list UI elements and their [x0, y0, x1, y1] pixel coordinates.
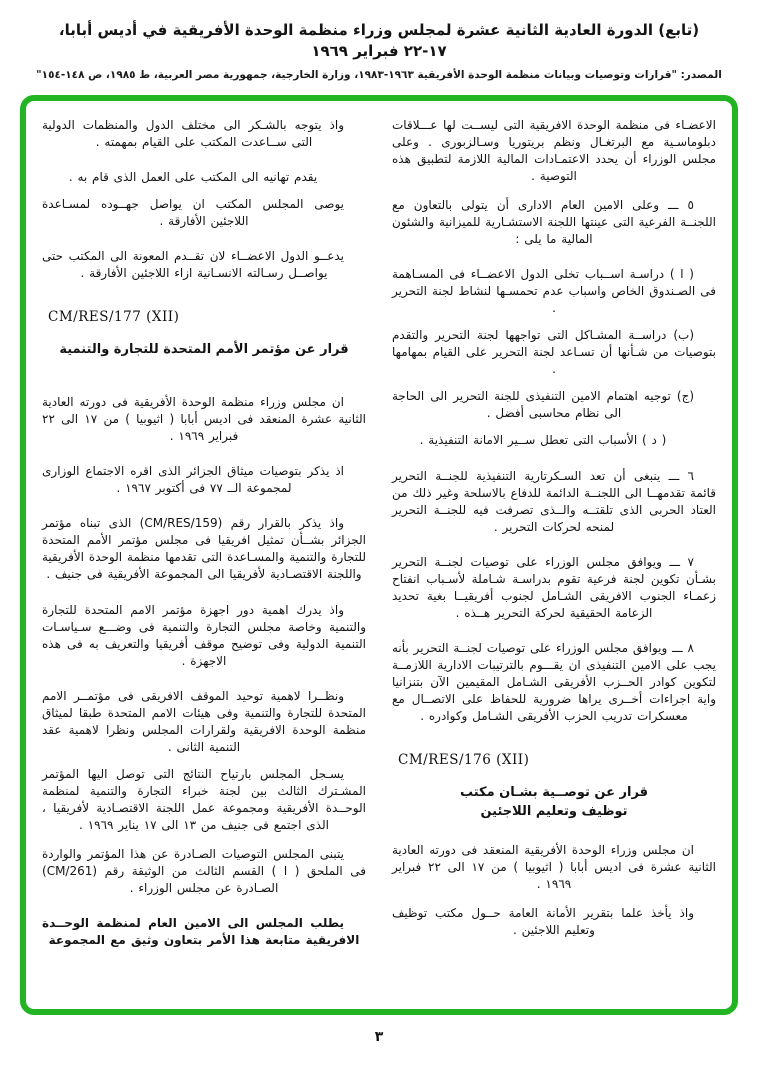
resolution-title-177: قرار عن مؤتمر الأمم المتحدة للتجارة والتنمية [59, 342, 349, 358]
sub-item-c-paragraph: (ج) توجيه اهتمام الامين التنفيذى للجنة التحرير الى الحاجة الى نظام محاسبى أفضل . [392, 389, 694, 421]
column-right [392, 117, 716, 999]
adopts-paragraph: يتبنى المجلس التوصيات الصـادرة عن هذا المؤتمر والواردة فى الملحق ( ا ) القسم الثالث من الوثيقة رقم (CM/261) الصـادرة عن مجلس الوزراء . [42, 846, 366, 895]
item-5-paragraph: ٥ ـــ وعلى الامين العام الادارى أن يتولى بالتعاون مع اللجنــة الفرعية التى عينتها اللجنة الاستشـارية للميزانية والشئون المالية ما يلى : [392, 198, 716, 247]
resolution-title-176-line2: توظيف وتعليم اللاجئين [480, 803, 628, 819]
preamble-paragraph-177: ان مجلس وزراء منظمة الوحدة الأفريقية فى دورته العادية الثانية عشرة المنعقد فى اديس أبابا ( اثيوبيا ) من ١٧ الى ٢٢ فبراير ١٩٦٩ . [42, 395, 366, 444]
recalls-algiers-paragraph: اذ يذكر بتوصيات ميثاق الجزائر الذى اقره الاجتماع الوزارى لمجموعة الــ ٧٧ فى أكتوبر ١٩٦٧ . [42, 464, 344, 496]
item-7-paragraph: ٧ ـــ ويوافق مجلس الوزراء على توصيات لجنــة التحرير بشـأن تكوين لجنة فرعية تقوم بدراسـة شـاملة لأسـباب انفتاح زعمـاء الجنوب الافريقى الشـامل لجنوب أفريقيــا بغية تحديد الزعامة الحقيقية لحركة التحرير هــذه . [392, 554, 716, 620]
item-6-paragraph: ٦ ـــ ينبغى أن تعد السـكرتارية التنفيذية للجنــة التحرير قائمة تقدمهــا الى اللجنــة الدائمة للدفاع بالاسلحة وغير ذلك من العتاد الحربى الذى تلقتــه والــذى تصرفت فيه للجنــة التحرير لمنحه لحركات التحرير . [392, 468, 716, 534]
congratulates-paragraph: يقدم تهانيه الى المكتب على العمل الذى قام به . [68, 170, 318, 185]
continuation-paragraph: الاعضـاء فى منظمة الوحدة الافريقية التى ليســت لها عـــلاقات دبلوماسـية مع البرتغـال ونظم بريتوريا وسـالزبورى . وعلى مجلس الوزراء أن يحدد الاعتمـادات المالية اللازمة لتطبيق هذه التوصية . [392, 118, 716, 184]
resolution-label-cm-res-176: CM/RES/176 (XII) [398, 751, 530, 768]
takes-note-paragraph: واذ يأخذ علما بتقرير الأمانة العامة حــول مكتب توظيف وتعليم اللاجئين . [392, 905, 694, 937]
sub-item-b-paragraph: (ب) دراســة المشـاكل التى تواجهها لجنة التحرير والتقدم بتوصيات من شـأنها أن تسـاعد لجنة التحرير على القيام بمهامها . [392, 328, 716, 377]
sub-item-d-paragraph: ( د ) الأسباب التى تعطل ســير الامانة التنفيذية . [419, 433, 667, 448]
preamble-paragraph-176: ان مجلس وزراء الوحدة الأفريقية المنعقد فى دورته العادية الثانية عشرة فى اديس أبابا ( اثيوبيا ) من ١٧ الى ٢٢ فبراير ١٩٦٩ . [392, 842, 716, 891]
considering-paragraph: ونظــرا لاهمية توحيد الموقف الافريقى فى مؤتمــر الامم المتحدة للتجارة والتنمية وفى هيئات الامم المتحدة طبقا لميثاق منظمة الوحدة الافريقية ولقرارات المجلس ونظرا لاهمية عقد التنمية الثانى . [42, 688, 366, 754]
content-frame [20, 95, 738, 1015]
resolution-title-176 [392, 784, 716, 822]
column-left [42, 117, 366, 999]
thanks-paragraph: واذ يتوجه بالشـكر الى مختلف الدول والمنظمات الدولية التى ســاعدت المكتب على القيام بمهمته . [42, 118, 344, 150]
recommends-paragraph: يوصى المجلس المكتب ان يواصل جهــوده لمسـاعدة اللاجئين الأفارقة . [42, 197, 344, 229]
source-citation-line: المصدر: "قرارات وتوصيات وبيانات منظمة الوحدة الأفريقية ١٩٦٣-١٩٨٣، وزارة الخارجية، جمهورية مصر العربية، ط ١٩٨٥، ص ١٤٨-١٥٤" [36, 69, 722, 81]
page-header [0, 0, 758, 81]
requests-paragraph: يطلب المجلس الى الامين العام لمنظمة الوحــدة الافريقية متابعة هذا الأمر بتعاون وثيق مع المجموعة [42, 915, 360, 947]
aware-paragraph: واذ يدرك اهمية دور اجهزة مؤتمر الامم المتحدة للتجارة والتنمية وخاصة مجلس التجارة والتنمية فى وضـــع سـياسـات التنمية الدولية وفى توضيح موقف أفريقيا والتعريف به فى هذه الاجهزة . [42, 602, 366, 668]
resolution-label-cm-res-177: CM/RES/177 (XII) [48, 309, 180, 326]
item-8-paragraph: ٨ ـــ ويوافق مجلس الوزراء على توصيات لجنــة التحرير بأنه يجب على الامين التنفيذى ان يقـــوم بالترتيبات الادارية اللازمــة لتكوين كوادر الحــزب الأفريقى الشـامل المقيمين الآن بتنزانيا واية اجراءات أخــرى يراها ضرورية للحفاظ على الاتصــال مع معسكرات تدريب الحزب الأفريقى الشـامل وكوادره . [392, 640, 716, 723]
page-number: ٣ [374, 1029, 384, 1045]
session-title-line: (تابع) الدورة العادية الثانية عشرة لمجلس وزراء منظمة الوحدة الأفريقية في أديس أبابا، ١٧-٢٢ فبراير ١٩٦٩ [58, 21, 700, 60]
invites-paragraph: يدعــو الدول الاعضــاء لان تقــدم المعونة الى المكتب حتى يواصــل رسـالته الانسـانية ازاء اللاجئين الأفارقة . [42, 249, 344, 281]
sub-item-a-paragraph: ( ا ) دراسـة اســباب تخلى الدول الاعضــاء فى المسـاهمة فى الصـندوق الخاص واسباب عدم تحمسـها لنشاط لجنة التحرير . [392, 267, 716, 316]
recalls-resolution-paragraph: واذ يذكر بالقرار رقم (CM/RES/159) الذى تبناه مؤتمر الجزائر بشــأن تمثيل افريقيا فى مجلس مؤتمر الأمم المتحدة للتجارة والتنمية والمسـاعدة التى تقدمها منظمة الوحدة الأفريقية واللجنة الاقتصـادية لأفريقيا الى المجموعة الأفريقية فى جنيف . [42, 516, 366, 582]
notes-paragraph: يسـجل المجلس بارتياح النتائج التى توصل اليها المؤتمر المشـترك الثالث بين لجنة خبراء التجارة والتنمية لمنظمة الوحــدة الأفريقية ومجموعة عمل اللجنة الاقتصـادية لأفريقيا ، الذى اجتمع فى جنيف من ١٣ الى ١٧ يناير ١٩٦٩ . [42, 766, 366, 832]
resolution-title-176-line1: قرار عن توصــية بشـان مكتب [459, 785, 649, 801]
